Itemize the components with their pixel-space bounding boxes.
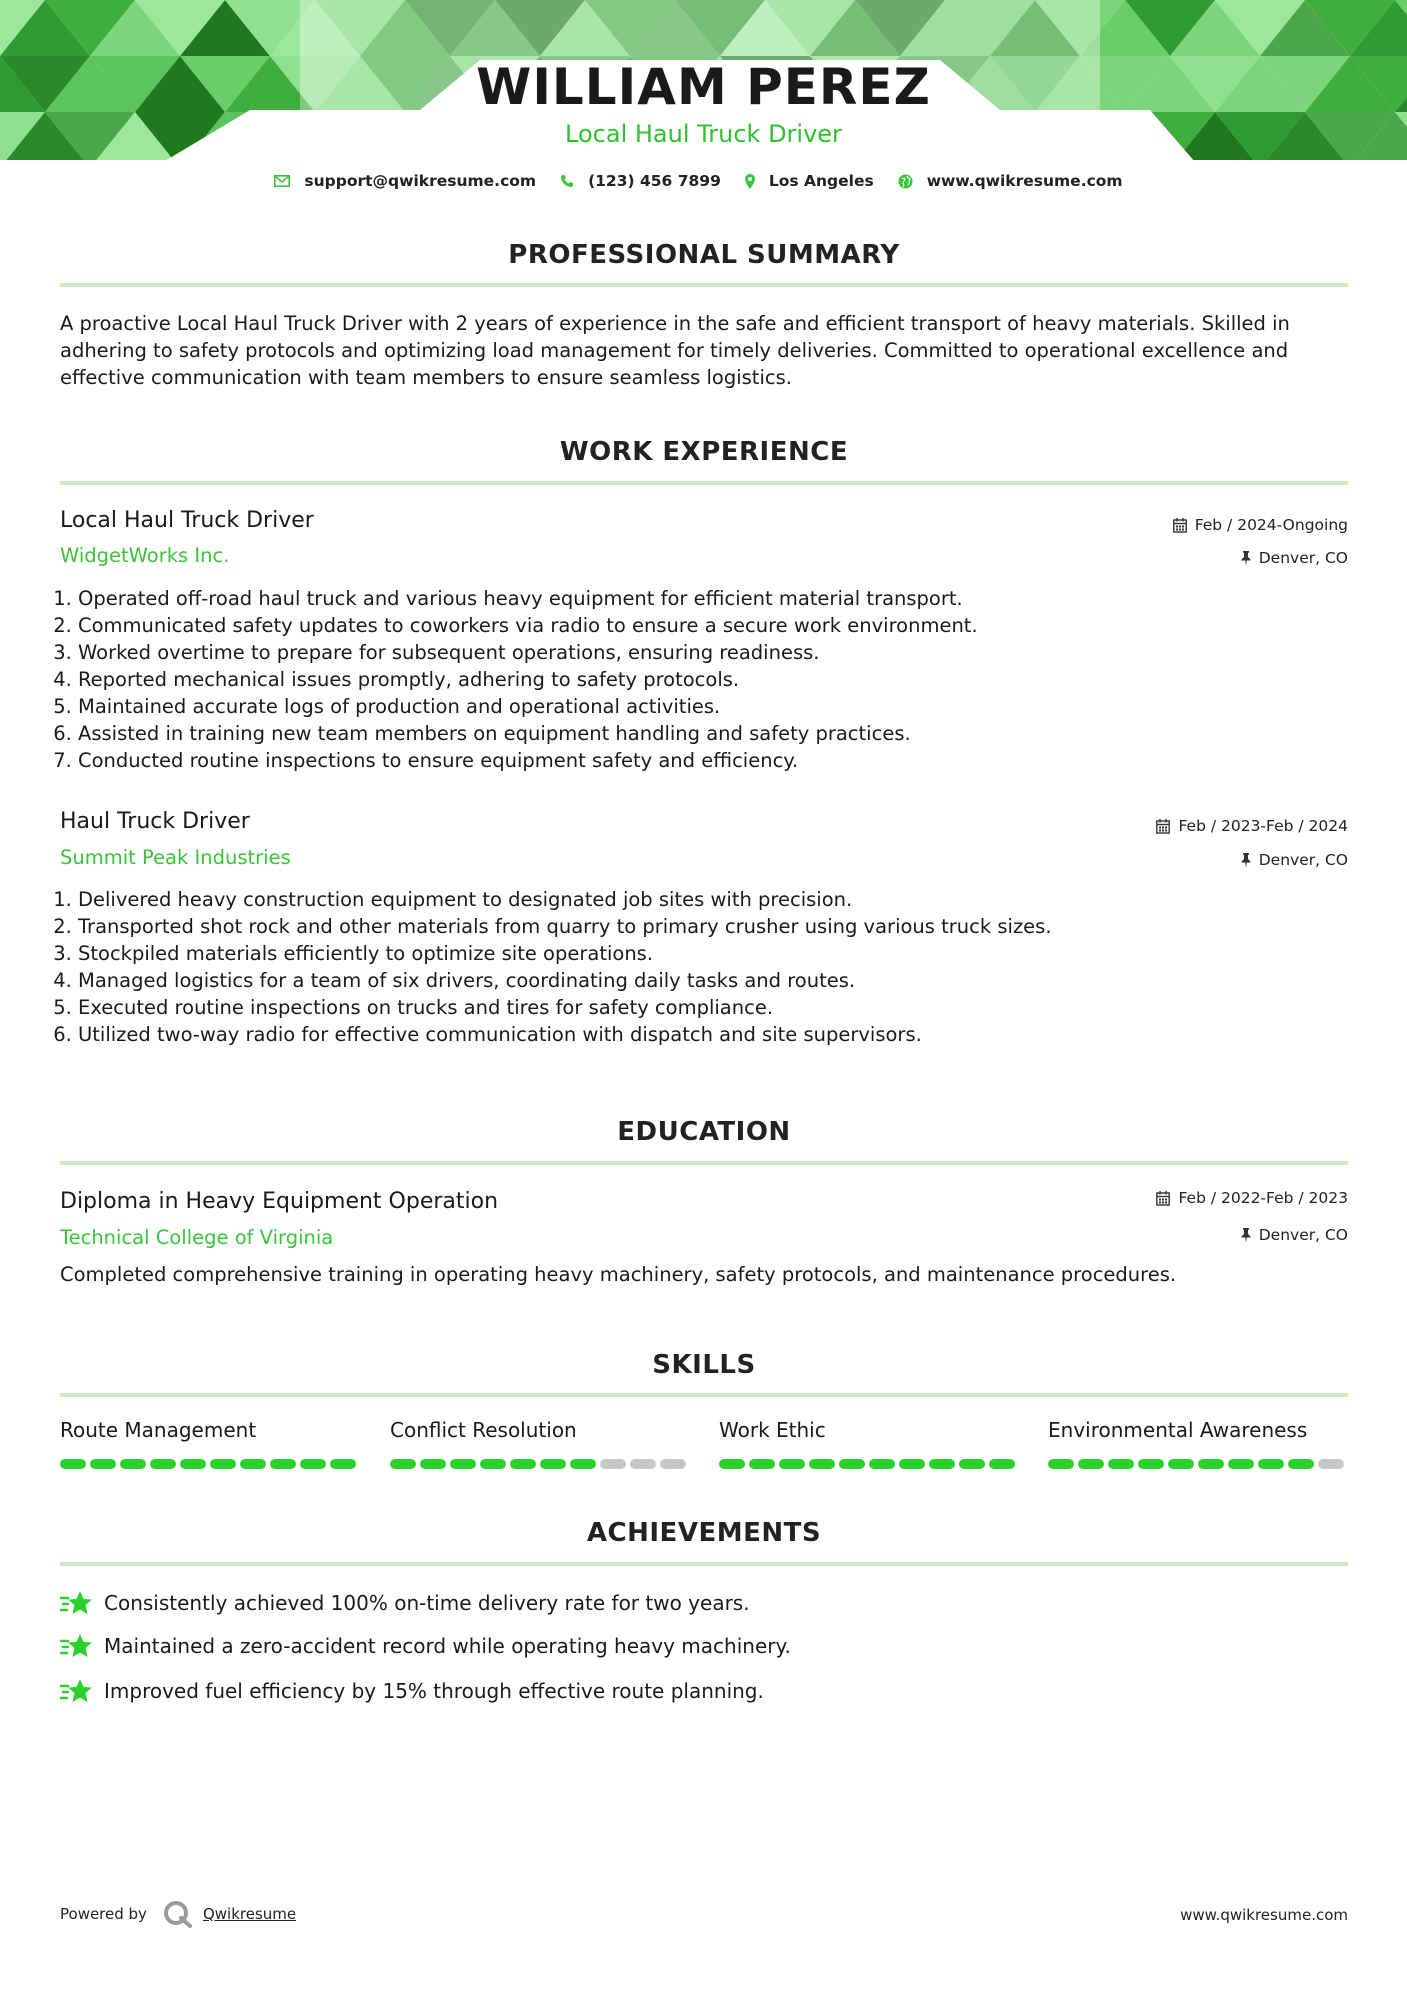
skill-segment-filled <box>959 1459 985 1469</box>
skills-heading: SKILLS <box>652 1350 756 1380</box>
summary-heading: PROFESSIONAL SUMMARY <box>508 240 900 270</box>
contact-email[interactable] <box>274 172 536 190</box>
skill-segment-filled <box>1048 1459 1074 1469</box>
list-item: 1. Operated off-road haul truck and various heavy equipment for efficient material transport. <box>78 585 1358 612</box>
skill-segment-filled <box>150 1459 176 1469</box>
job-dates <box>1156 817 1348 835</box>
list-item: 5. Maintained accurate logs of production and operational activities. <box>78 693 1358 720</box>
achievement-text: Maintained a zero-accident record while operating heavy machinery. <box>104 1634 791 1658</box>
job-location <box>1241 549 1348 567</box>
globe-icon <box>898 174 913 189</box>
job-title: Haul Truck Driver <box>60 809 250 834</box>
skill-name: Environmental Awareness <box>1048 1418 1308 1442</box>
skill-segment-empty <box>1318 1459 1344 1469</box>
qwikresume-logo-icon <box>163 1900 193 1928</box>
section-divider <box>60 283 1348 287</box>
skill-level-bar <box>1048 1459 1348 1469</box>
section-divider <box>60 1161 1348 1165</box>
skill-segment-filled <box>420 1459 446 1469</box>
achievement-text: Improved fuel efficiency by 15% through effective route planning. <box>104 1679 764 1703</box>
contact-website[interactable] <box>898 172 1123 190</box>
map-pin-icon <box>745 174 755 189</box>
footer-powered-by <box>60 1900 296 1928</box>
list-item: 6. Utilized two-way radio for effective communication with dispatch and site supervisors. <box>78 1021 1358 1048</box>
skill-segment-filled <box>809 1459 835 1469</box>
skill-segment-filled <box>1228 1459 1254 1469</box>
phone-icon <box>560 174 574 188</box>
job-dates-text: Feb / 2023-Feb / 2024 <box>1178 817 1348 835</box>
skill-segment-filled <box>779 1459 805 1469</box>
skill-segment-filled <box>1288 1459 1314 1469</box>
skill-segment-filled <box>989 1459 1015 1469</box>
contact-phone[interactable] <box>560 172 721 190</box>
list-item: 4. Reported mechanical issues promptly, adhering to safety protocols. <box>78 666 1358 693</box>
list-item: 7. Conducted routine inspections to ensure equipment safety and efficiency. <box>78 747 1358 774</box>
skill-segment-empty <box>630 1459 656 1469</box>
skill-item <box>60 1418 360 1469</box>
skill-segment-filled <box>869 1459 895 1469</box>
skill-segment-filled <box>120 1459 146 1469</box>
skill-item <box>719 1418 1019 1469</box>
skill-segment-filled <box>450 1459 476 1469</box>
skill-segment-filled <box>839 1459 865 1469</box>
achievement-text: Consistently achieved 100% on-time delivery rate for two years. <box>104 1591 750 1615</box>
skill-segment-filled <box>1138 1459 1164 1469</box>
skill-segment-filled <box>929 1459 955 1469</box>
achievements-heading: ACHIEVEMENTS <box>586 1518 822 1548</box>
education-dates-text: Feb / 2022-Feb / 2023 <box>1178 1189 1348 1207</box>
pushpin-icon <box>1241 1228 1251 1243</box>
skill-segment-filled <box>899 1459 925 1469</box>
list-item: 3. Stockpiled materials efficiently to optimize site operations. <box>78 940 1358 967</box>
calendar-icon <box>1156 819 1170 834</box>
skill-segment-filled <box>60 1459 86 1469</box>
star-icon <box>60 1632 94 1660</box>
skill-segment-filled <box>540 1459 566 1469</box>
star-icon <box>60 1677 94 1705</box>
skill-name: Route Management <box>60 1418 257 1442</box>
list-item: 3. Worked overtime to prepare for subsequent operations, ensuring readiness. <box>78 639 1358 666</box>
phone-text: (123) 456 7899 <box>588 172 721 190</box>
skill-segment-filled <box>330 1459 356 1469</box>
skill-segment-filled <box>749 1459 775 1469</box>
email-text: support@qwikresume.com <box>304 172 537 190</box>
education-location <box>1241 1226 1348 1244</box>
list-item: 2. Transported shot rock and other materials from quarry to primary crusher using various truck sizes. <box>78 913 1358 940</box>
contact-bar <box>0 172 1407 190</box>
job-location-text: Denver, CO <box>1258 851 1348 869</box>
pushpin-icon <box>1241 551 1251 566</box>
calendar-icon <box>1156 1191 1170 1206</box>
education-description: Completed comprehensive training in operating heavy machinery, safety protocols, and maintenance procedures. <box>60 1263 1177 1286</box>
education-heading: EDUCATION <box>617 1117 791 1147</box>
pushpin-icon <box>1241 853 1251 868</box>
achievement-item <box>60 1632 791 1660</box>
skill-name: Work Ethic <box>719 1418 826 1442</box>
job-location-text: Denver, CO <box>1258 549 1348 567</box>
job-duties-list <box>52 585 1358 774</box>
job-title: Local Haul Truck Driver <box>60 508 314 533</box>
skill-segment-empty <box>600 1459 626 1469</box>
degree-title: Diploma in Heavy Equipment Operation <box>60 1189 499 1214</box>
skill-segment-empty <box>660 1459 686 1469</box>
footer-website[interactable]: www.qwikresume.com <box>1180 1906 1348 1924</box>
achievement-item <box>60 1677 764 1705</box>
skill-level-bar <box>60 1459 360 1469</box>
skill-item <box>1048 1418 1348 1469</box>
star-icon <box>60 1589 94 1617</box>
school-name: Technical College of Virginia <box>60 1226 334 1249</box>
skill-level-bar <box>390 1459 690 1469</box>
skill-segment-filled <box>1258 1459 1284 1469</box>
section-divider <box>60 1393 1348 1397</box>
company-name: WidgetWorks Inc. <box>60 544 230 567</box>
skill-segment-filled <box>1198 1459 1224 1469</box>
skill-segment-filled <box>570 1459 596 1469</box>
skill-segment-filled <box>1108 1459 1134 1469</box>
skill-segment-filled <box>180 1459 206 1469</box>
calendar-icon <box>1173 518 1187 533</box>
section-divider <box>60 1562 1348 1566</box>
contact-location <box>745 172 874 190</box>
skill-name: Conflict Resolution <box>390 1418 577 1442</box>
skill-segment-filled <box>90 1459 116 1469</box>
candidate-role: Local Haul Truck Driver <box>565 120 842 148</box>
summary-text: A proactive Local Haul Truck Driver with 2 years of experience in the safe and efficient transport of heavy materials. Skilled in adhering to safety protocols and optimizing load management for timely deliveries. Committed to operational excellence and effective communication with team members to ensure seamless logistics. <box>60 312 1290 389</box>
education-location-text: Denver, CO <box>1258 1226 1348 1244</box>
job-location <box>1241 851 1348 869</box>
education-dates <box>1156 1189 1348 1207</box>
job-dates-text: Feb / 2024-Ongoing <box>1194 516 1348 534</box>
skill-segment-filled <box>480 1459 506 1469</box>
achievement-item <box>60 1589 750 1617</box>
list-item: 5. Executed routine inspections on trucks and tires for safety compliance. <box>78 994 1358 1021</box>
powered-by-label: Powered by <box>60 1905 147 1923</box>
experience-heading: WORK EXPERIENCE <box>559 437 849 467</box>
skill-segment-filled <box>390 1459 416 1469</box>
section-divider <box>60 481 1348 485</box>
location-text: Los Angeles <box>768 172 874 190</box>
list-item: 2. Communicated safety updates to coworkers via radio to ensure a secure work environment. <box>78 612 1358 639</box>
list-item: 6. Assisted in training new team members on equipment handling and safety practices. <box>78 720 1358 747</box>
skill-level-bar <box>719 1459 1019 1469</box>
envelope-icon <box>274 175 290 187</box>
website-text: www.qwikresume.com <box>926 172 1123 190</box>
qwikresume-link[interactable]: Qwikresume <box>202 1905 297 1923</box>
skill-segment-filled <box>270 1459 296 1469</box>
skill-segment-filled <box>510 1459 536 1469</box>
skill-segment-filled <box>240 1459 266 1469</box>
skill-segment-filled <box>1168 1459 1194 1469</box>
list-item: 1. Delivered heavy construction equipment to designated job sites with precision. <box>78 886 1358 913</box>
company-name: Summit Peak Industries <box>60 846 291 869</box>
job-dates <box>1173 516 1348 534</box>
skill-segment-filled <box>210 1459 236 1469</box>
job-duties-list <box>52 886 1358 1048</box>
skill-segment-filled <box>719 1459 745 1469</box>
list-item: 4. Managed logistics for a team of six drivers, coordinating daily tasks and routes. <box>78 967 1358 994</box>
skill-segment-filled <box>1078 1459 1104 1469</box>
skill-item <box>390 1418 690 1469</box>
skill-segment-filled <box>300 1459 326 1469</box>
candidate-name: WILLIAM PEREZ <box>476 58 931 116</box>
